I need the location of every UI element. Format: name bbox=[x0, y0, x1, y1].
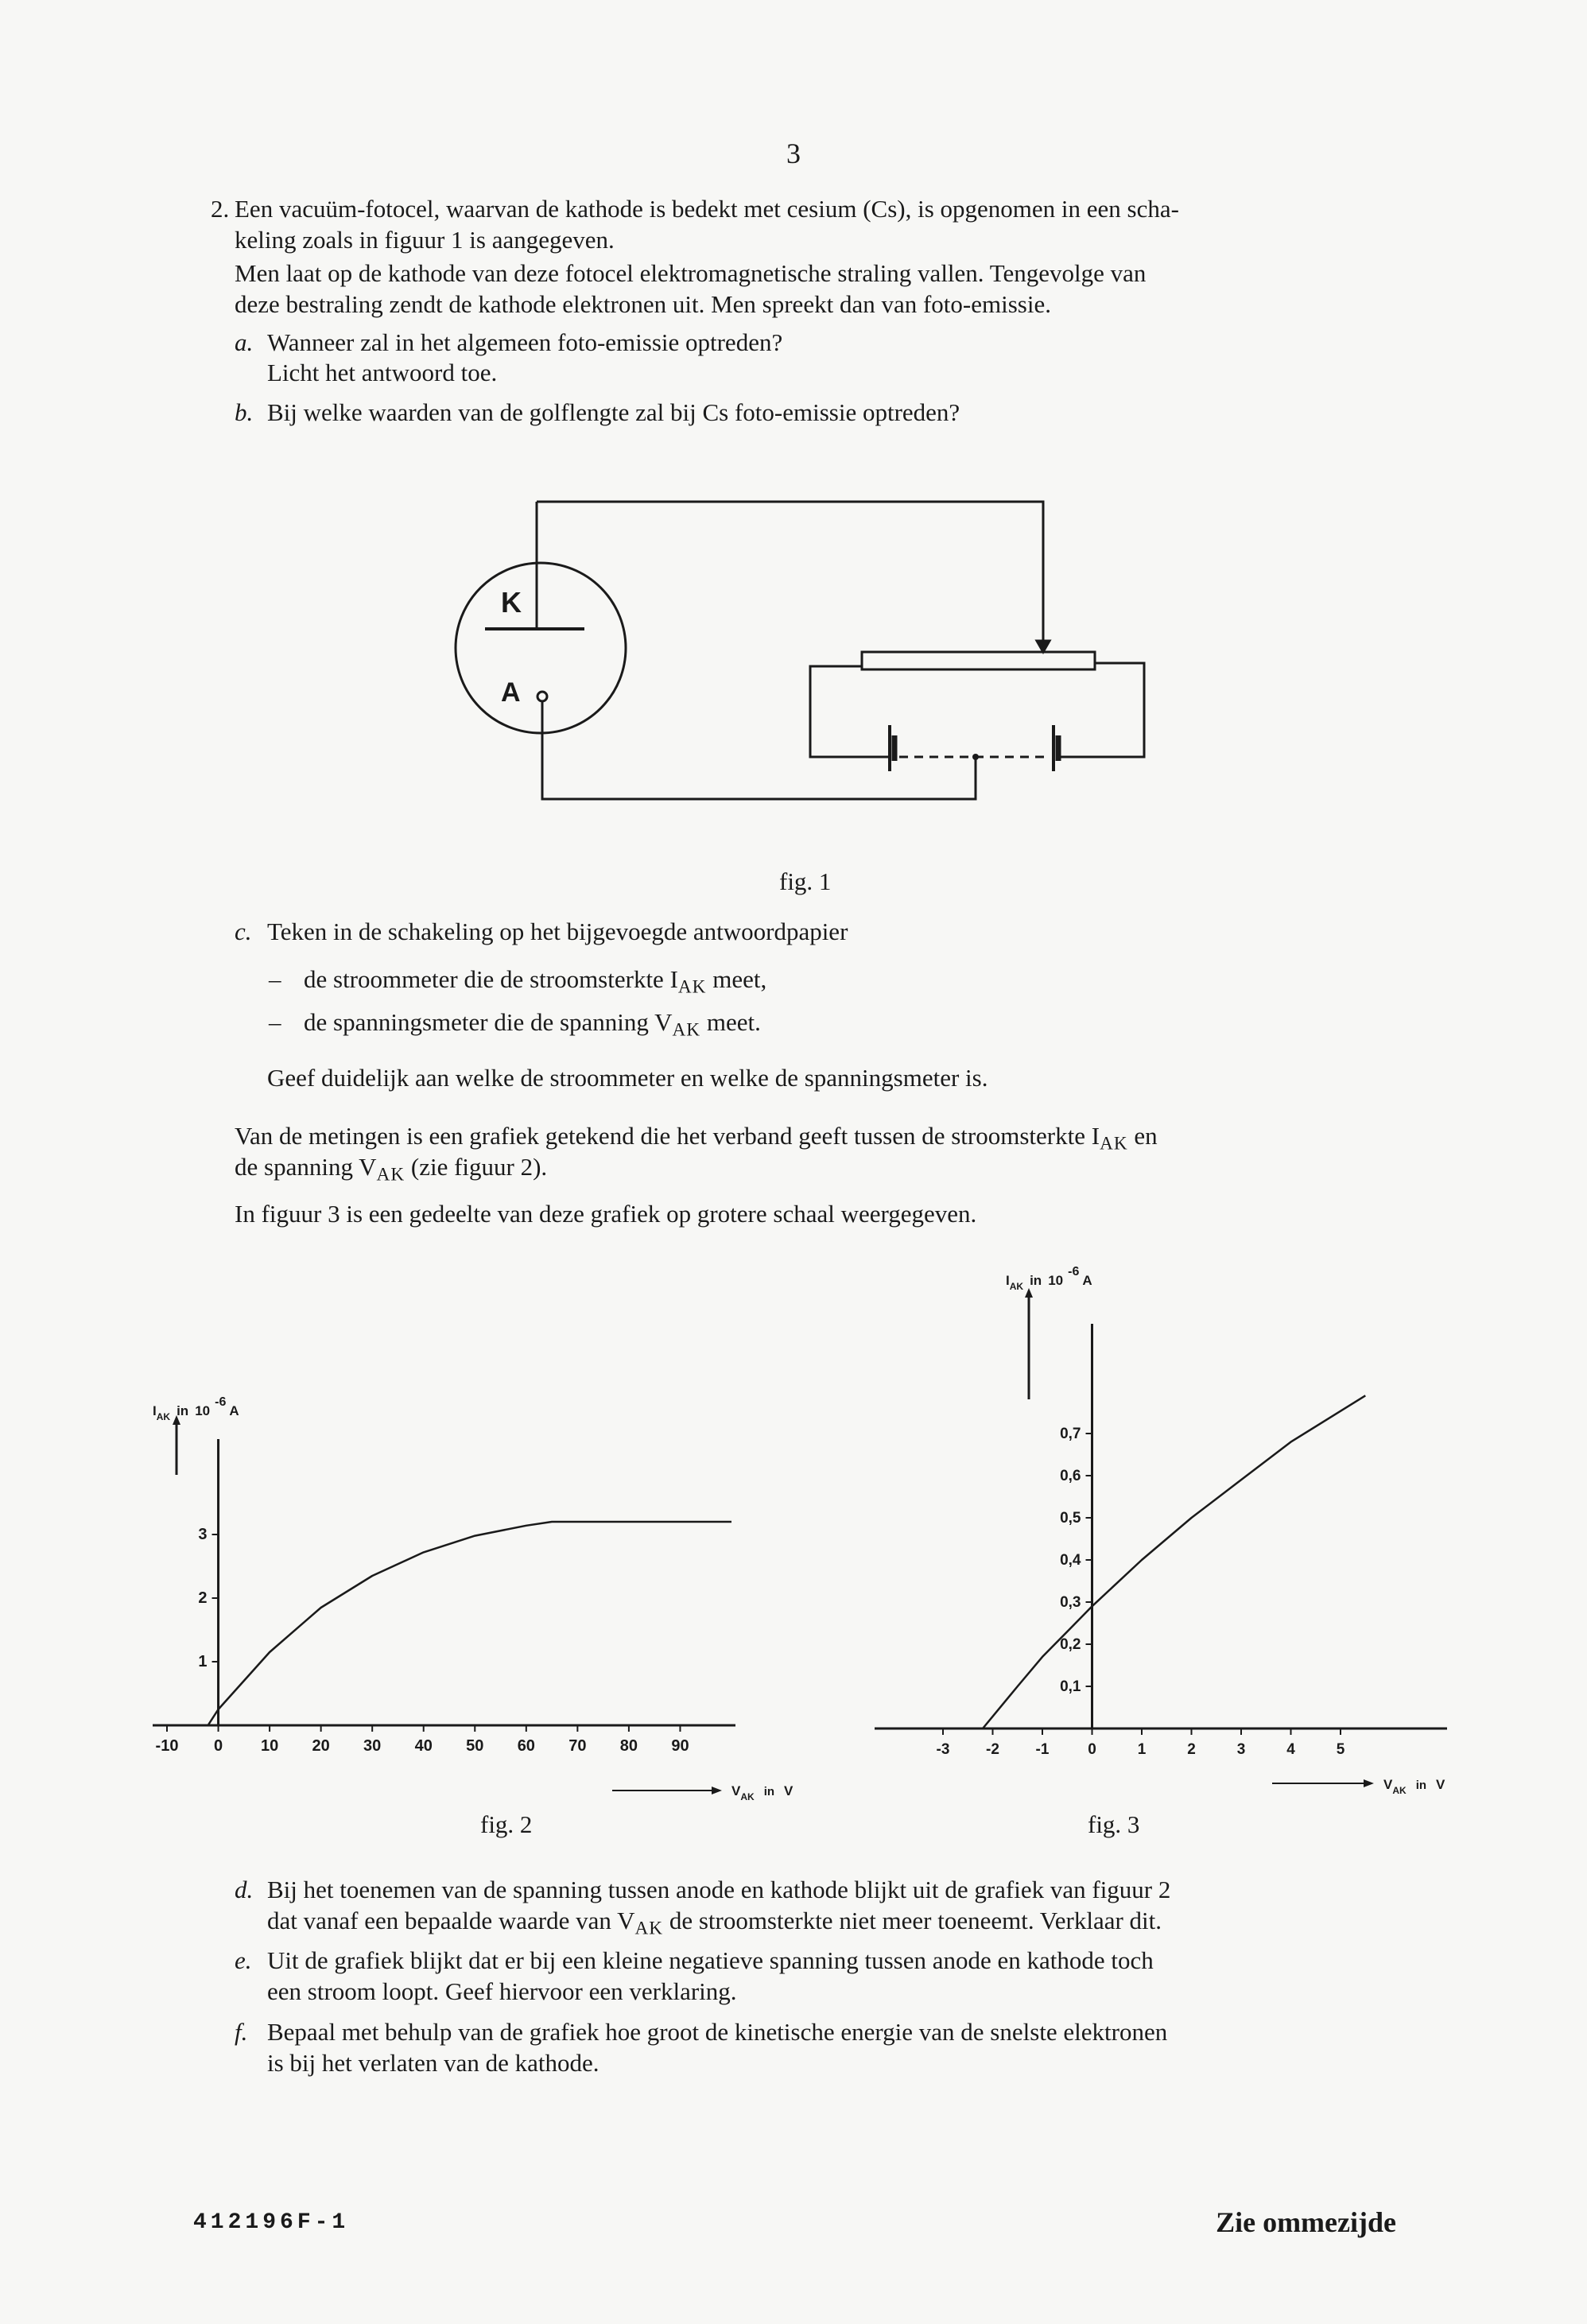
junction-dot bbox=[972, 754, 979, 760]
fig3-x-tick-label: 5 bbox=[1336, 1741, 1345, 1758]
q-a-label: a. bbox=[235, 328, 254, 356]
q-b-label: b. bbox=[235, 398, 254, 426]
q-c-text: Teken in de schakeling op het bijgevoegde antwoordpapier bbox=[267, 918, 848, 945]
q-a-line-2: Licht het antwoord toe. bbox=[267, 359, 498, 386]
intro-line-3: Men laat op de kathode van deze fotocel elektromagnetische straling vallen. Tengevolge van bbox=[235, 259, 1147, 287]
q-e-line-1: Uit de grafiek blijkt dat er bij een kleine negatieve spanning tussen anode en kathode toch bbox=[267, 1946, 1154, 1974]
q-f-label: f. bbox=[235, 2018, 248, 2046]
fig2-axes bbox=[153, 1439, 735, 1755]
q-e-label: e. bbox=[235, 1946, 252, 1974]
q-c-label: c. bbox=[235, 918, 252, 945]
fig1-circuit bbox=[445, 477, 1161, 843]
fig1-caption: fig. 1 bbox=[779, 867, 832, 895]
fig3-ylabel: $I_{AK}$ in 10-6A bbox=[1006, 1265, 1092, 1292]
fig3-y-tick-label: 0,7 bbox=[1060, 1426, 1081, 1442]
q-c-item-2: de spanningsmeter die de spanning $V_{AK}$ meet. bbox=[304, 1008, 761, 1041]
anode-wire bbox=[542, 701, 976, 799]
q-d-line-2: dat vanaf een bepaalde waarde van $V_{AK}$ de stroomsterkte niet meer toeneemt. Verklaar dit. bbox=[267, 1907, 1162, 1939]
fig2-x-tick-label: 60 bbox=[517, 1737, 535, 1755]
fig3-y-tick-label: 0,2 bbox=[1060, 1636, 1081, 1653]
fig2-ylabel: $I_{AK}$ in 10-6A bbox=[153, 1395, 239, 1422]
top-wire bbox=[537, 502, 1043, 641]
anode-label: A bbox=[501, 677, 521, 708]
rheostat bbox=[862, 652, 1095, 669]
fig2-x-tick-label: 20 bbox=[312, 1737, 330, 1755]
fig3-x-tick-label: 3 bbox=[1236, 1741, 1246, 1758]
fig3-chart bbox=[843, 1240, 1479, 1797]
rheostat-right-wire bbox=[1057, 663, 1144, 757]
q-e-line-2: een stroom loopt. Geef hiervoor een verklaring. bbox=[267, 1977, 737, 2005]
fig3-x-tick-label: -2 bbox=[986, 1741, 999, 1758]
q-c-dash-1: – bbox=[269, 965, 281, 993]
fig3-caption: fig. 3 bbox=[1088, 1810, 1140, 1838]
page-number: 3 bbox=[786, 138, 801, 169]
fig2-series-line bbox=[208, 1522, 731, 1725]
fig3-ylabel-arrowhead bbox=[1025, 1288, 1033, 1298]
fig3-x-tick-label: 2 bbox=[1187, 1741, 1196, 1758]
fig2-y-tick-label: 3 bbox=[198, 1526, 208, 1543]
fig2-x-tick-label: 70 bbox=[568, 1737, 587, 1755]
fig3-x-tick-label: -1 bbox=[1035, 1741, 1050, 1758]
fig2-x-tick-label: 90 bbox=[671, 1737, 689, 1755]
fig2-x-tick-label: 50 bbox=[466, 1737, 484, 1755]
cathode-label: K bbox=[501, 586, 522, 619]
intro-line-4: deze bestraling zendt de kathode elektronen uit. Men spreekt dan van foto-emissie. bbox=[235, 290, 1051, 318]
fig2-x-tick-label: -10 bbox=[155, 1737, 179, 1755]
fig2-y-tick-label: 1 bbox=[198, 1653, 208, 1670]
q-f-line-1: Bepaal met behulp van de grafiek hoe groot de kinetische energie van de snelste elektronen bbox=[267, 2018, 1168, 2046]
fig3-xlabel-arrowhead bbox=[1364, 1779, 1374, 1787]
q-f-line-2: is bij het verlaten van de kathode. bbox=[267, 2049, 599, 2077]
footer-code: 412196F-1 bbox=[193, 2210, 350, 2235]
question-number: 2. bbox=[211, 195, 230, 223]
q-b-text: Bij welke waarden van de golflengte zal bij Cs foto-emissie optreden? bbox=[267, 398, 960, 426]
anode-terminal bbox=[537, 692, 547, 701]
rheostat-left-wire bbox=[810, 666, 890, 757]
fig3-y-tick-label: 0,6 bbox=[1060, 1468, 1081, 1484]
fig2-xlabel: $V_{AK}$ in V bbox=[731, 1783, 794, 1802]
q-a-line-1: Wanneer zal in het algemeen foto-emissie optreden? bbox=[267, 328, 783, 356]
fig3-xlabel: $V_{AK}$ in V bbox=[1383, 1777, 1445, 1796]
fig3-y-tick-label: 0,1 bbox=[1060, 1678, 1081, 1695]
fotocel-tube bbox=[456, 563, 626, 733]
intro-line-2: keling zoals in figuur 1 is aangegeven. bbox=[235, 226, 615, 254]
fig2-x-tick-label: 0 bbox=[213, 1737, 223, 1755]
fig3-x-tick-label: 0 bbox=[1088, 1741, 1096, 1758]
fig2-caption: fig. 2 bbox=[480, 1810, 533, 1838]
fig2-x-tick-label: 30 bbox=[363, 1737, 382, 1755]
fig3-y-tick-label: 0,4 bbox=[1060, 1552, 1081, 1569]
paragraph-1-line-2: de spanning $V_{AK}$ (zie figuur 2). bbox=[235, 1153, 548, 1185]
q-c-item-1: de stroommeter die de stroomsterkte $I_{AK}$ meet, bbox=[304, 965, 767, 998]
fig3-y-tick-label: 0,5 bbox=[1060, 1510, 1081, 1527]
fig2-chart bbox=[119, 1368, 819, 1813]
fig3-axes bbox=[875, 1324, 1447, 1758]
paragraph-2: In figuur 3 is een gedeelte van deze grafiek op grotere schaal weergegeven. bbox=[235, 1200, 977, 1228]
fig2-x-tick-label: 10 bbox=[260, 1737, 279, 1755]
paragraph-1-line-1: Van de metingen is een grafiek getekend die het verband geeft tussen de stroomsterkte $I_{AK}$ en bbox=[235, 1122, 1158, 1154]
fig3-x-tick-label: -3 bbox=[936, 1741, 950, 1758]
fig3-y-tick-label: 0,3 bbox=[1060, 1594, 1081, 1611]
slider-arrow bbox=[1037, 641, 1050, 652]
fig2-xlabel-arrowhead bbox=[712, 1787, 722, 1794]
q-c-dash-2: – bbox=[269, 1008, 281, 1036]
fig3-series-line bbox=[983, 1395, 1365, 1728]
fig2-x-tick-label: 80 bbox=[619, 1737, 638, 1755]
fig2-x-tick-label: 40 bbox=[414, 1737, 433, 1755]
q-d-label: d. bbox=[235, 1876, 254, 1903]
intro-line-1: Een vacuüm-fotocel, waarvan de kathode is bedekt met cesium (Cs), is opgenomen in een scha- bbox=[235, 195, 1179, 223]
q-c-note: Geef duidelijk aan welke de stroommeter en welke de spanningsmeter is. bbox=[267, 1064, 988, 1092]
footer-next-page: Zie ommezijde bbox=[1216, 2206, 1396, 2238]
fig3-x-tick-label: 4 bbox=[1286, 1741, 1295, 1758]
q-d-line-1: Bij het toenemen van de spanning tussen anode en kathode blijkt uit de grafiek van figuur 2 bbox=[267, 1876, 1171, 1903]
fig2-y-tick-label: 2 bbox=[198, 1589, 208, 1607]
fig3-x-tick-label: 1 bbox=[1137, 1741, 1147, 1758]
